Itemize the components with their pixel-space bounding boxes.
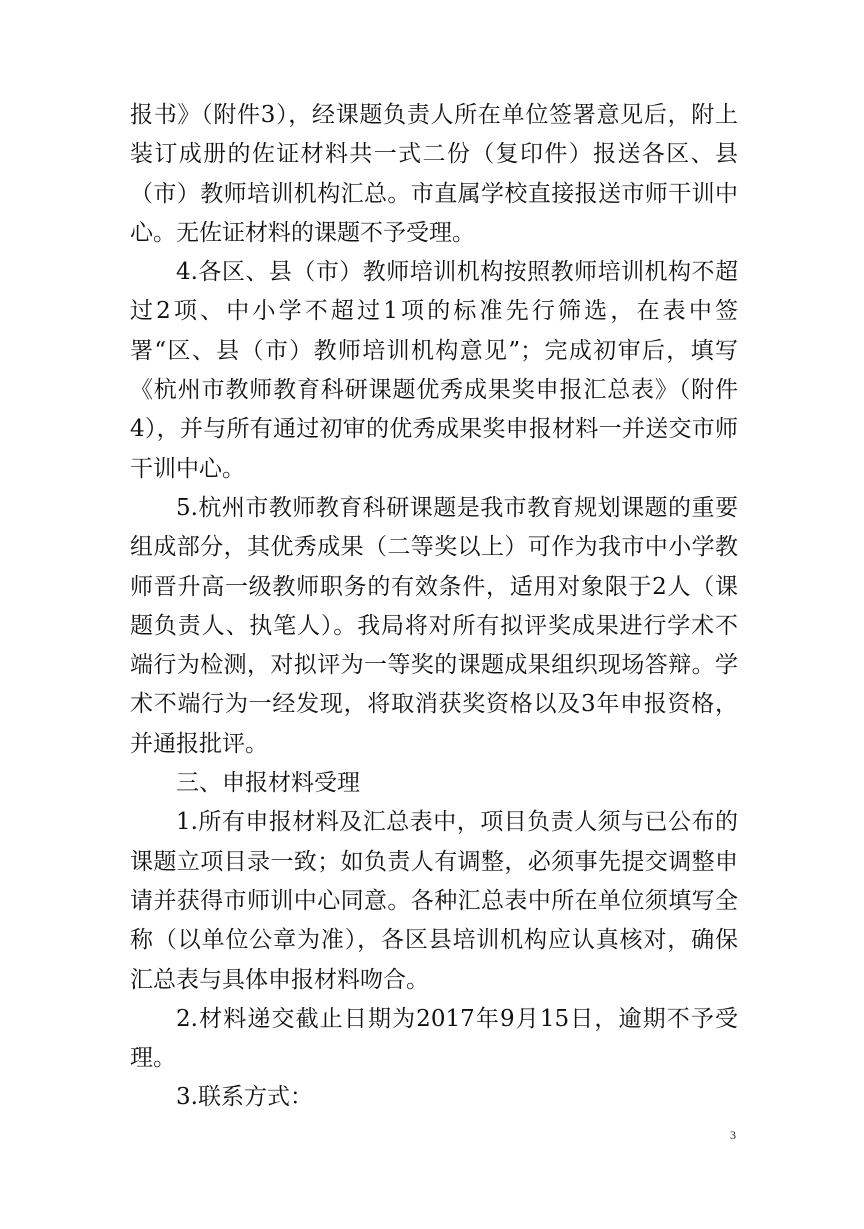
paragraph-item-5: 5.杭州市教师教育科研课题是我市教育规划课题的重要组成部分，其优秀成果（二等奖以上）可作为我市中小学教师晋升高一级教师职务的有效条件，适用对象限于2人（课题负责人、执笔人）。我局将对所有拟评奖成果进行学术不端行为检测，对拟评为一等奖的课题成果组织现场答辩。学术不端行为一经发现，将取消获奖资格以及3年申报资格，并通报批评。: [130, 494, 738, 757]
paragraph-item-1: 1.所有申报材料及汇总表中，项目负责人须与已公布的课题立项目录一致；如负责人有调整，必须事先提交调整申请并获得市师训中心同意。各种汇总表中所在单位须填写全称（以单位公章为准），各区县培训机构应认真核对，确保汇总表与具体申报材料吻合。: [130, 809, 738, 993]
paragraph-item-2: 2.材料递交截止日期为2017年9月15日，逾期不予受理。: [130, 1005, 738, 1072]
page-number: 3: [730, 1128, 736, 1142]
body-text: [130, 96, 738, 1118]
paragraph-item-3: 3.联系方式：: [176, 1084, 313, 1111]
paragraph-continuation: 报书》（附件3），经课题负责人所在单位签署意见后，附上装订成册的佐证材料共一式二份（复印件）报送各区、县（市）教师培训机构汇总。市直属学校直接报送市师干训中心。无佐证材料的课题不予受理。: [130, 102, 738, 246]
paragraph-item-4: 4.各区、县（市）教师培训机构按照教师培训机构不超过2项、中小学不超过1项的标准先行筛选，在表中签署“区、县（市）教师培训机构意见”；完成初审后，填写《杭州市教师教育科研课题优秀成果奖申报汇总表》（附件4），并与所有通过初审的优秀成果奖申报材料一并送交市师干训中心。: [130, 259, 738, 482]
section-heading: 三、申报材料受理: [176, 770, 360, 797]
